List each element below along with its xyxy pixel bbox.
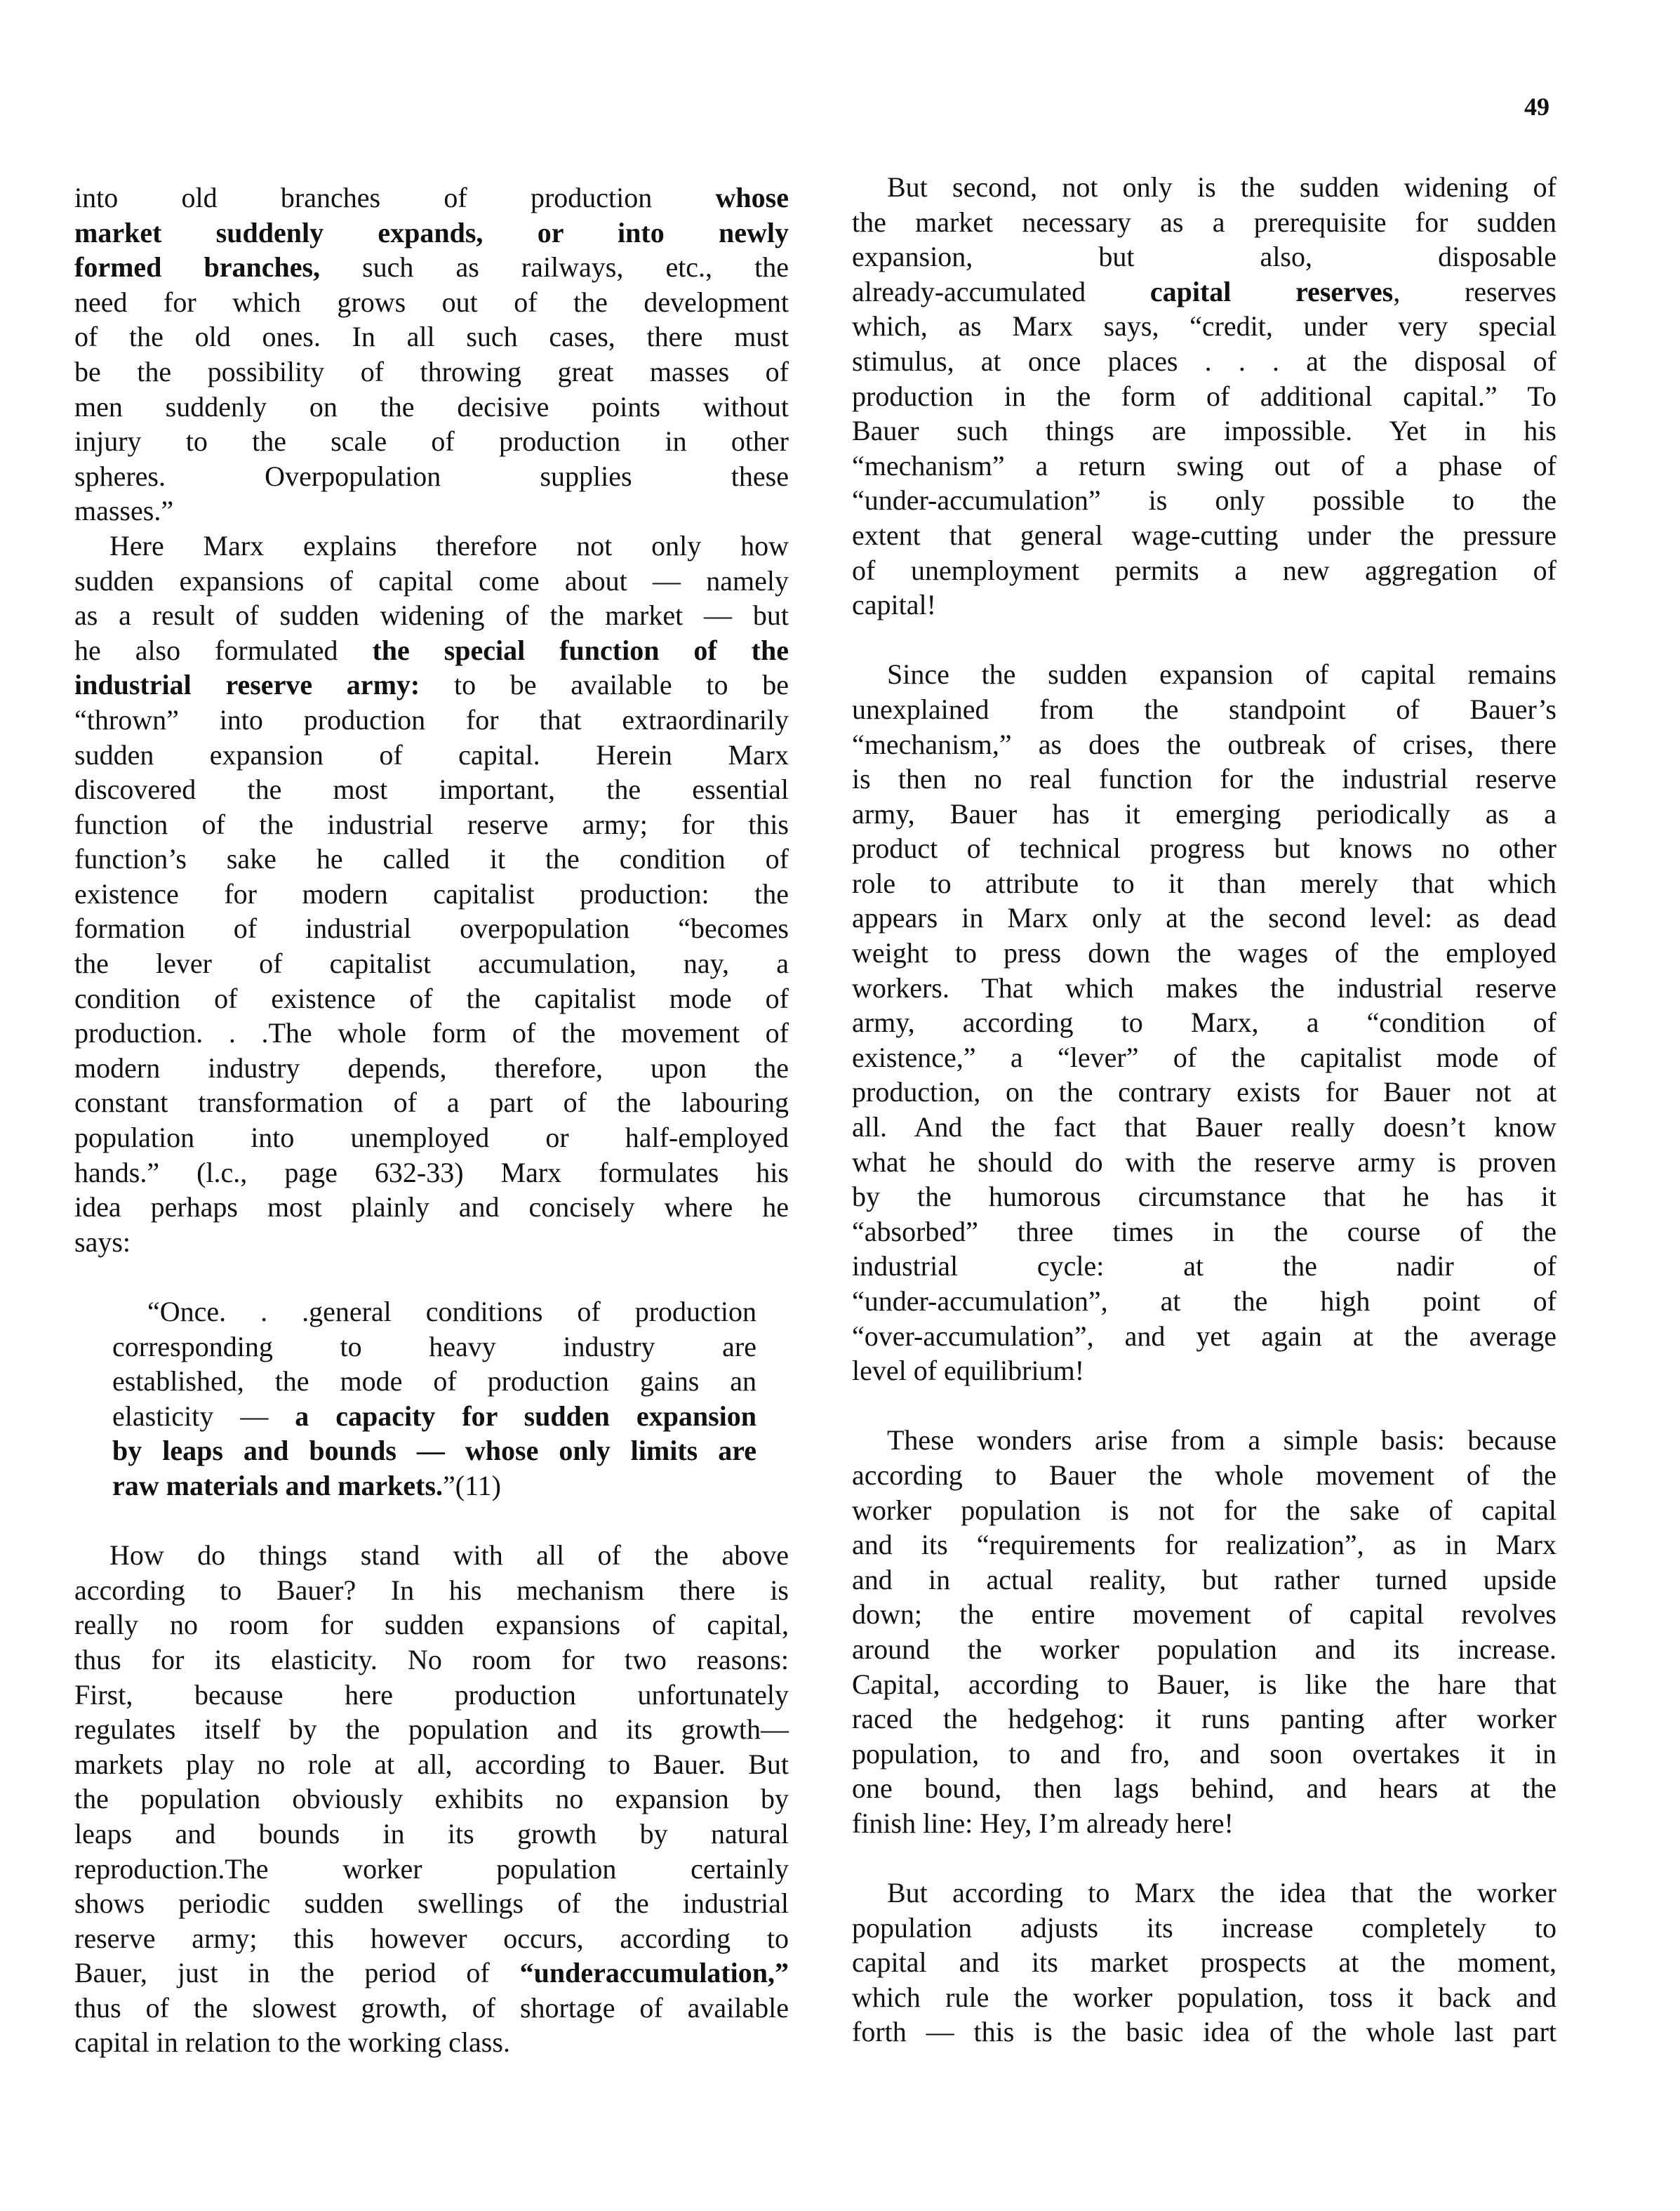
text-line — [852, 1945, 1556, 1980]
text-line — [74, 1016, 789, 1051]
text: modern industry depends, therefore, upon the — [74, 1051, 789, 1084]
text: be the possibility of throwing great masses of — [74, 355, 789, 387]
text: men suddenly on the decisive points without — [74, 390, 789, 423]
text: function of the industrial reserve army; for this — [74, 808, 789, 840]
bold-text: the special function of the — [372, 634, 789, 666]
text: into old branches of production — [74, 182, 716, 213]
text-line — [852, 274, 1556, 310]
text-line — [852, 831, 1556, 866]
text-line — [852, 1493, 1556, 1528]
text: of unemployment permits a new aggregation of — [852, 554, 1556, 586]
text-line — [74, 1747, 789, 1782]
text: role to attribute to it than merely that which — [852, 867, 1556, 899]
text: by the humorous circumstance that he has it — [852, 1181, 1556, 1213]
text: such as railways, etc., the — [320, 251, 789, 284]
bold-text: formed branches, — [74, 251, 321, 284]
text: and its “requirements for realization”, as in Marx — [852, 1529, 1556, 1561]
text-line — [74, 1329, 789, 1365]
text: hands.” (l.c., page 632-33) Marx formulates his — [74, 1156, 789, 1188]
text: “under-accumulation” is only possible to the — [852, 484, 1556, 517]
text: to be available to be — [420, 669, 789, 701]
text-line — [852, 1632, 1556, 1667]
text-line — [74, 738, 789, 773]
text-line — [74, 459, 789, 494]
text-line — [852, 1562, 1556, 1598]
text: First, because here production unfortunately — [74, 1678, 789, 1711]
text: constant transformation of a part of the labouring — [74, 1087, 789, 1119]
text: raced the hedgehog: it runs panting after worker — [852, 1703, 1556, 1735]
text: existence for modern capitalist production: the — [74, 877, 789, 910]
text: which rule the worker population, toss it back and — [852, 1981, 1556, 2013]
text-line — [852, 1284, 1556, 1319]
text-line — [852, 2014, 1556, 2050]
text: regulates itself by the population and its growth— — [74, 1713, 789, 1746]
text-line — [74, 1956, 789, 1991]
text: existence,” a “lever” of the capitalist mode of — [852, 1041, 1556, 1073]
text-line — [852, 936, 1556, 971]
text: around the worker population and its increase. — [852, 1633, 1556, 1665]
text-line — [852, 205, 1556, 240]
text-line — [74, 180, 789, 215]
text: he also formulated — [74, 634, 373, 666]
text: “mechanism,” as does the outbreak of crises, there — [852, 728, 1556, 760]
text: the market necessary as a prerequisite for sudden — [852, 206, 1556, 238]
text: production, on the contrary exists for Bauer not at — [852, 1076, 1556, 1108]
text-line — [852, 1005, 1556, 1040]
text-line — [852, 413, 1556, 449]
text-line — [74, 1120, 789, 1155]
text: Bauer such things are impossible. Yet in his — [852, 415, 1556, 447]
text: elasticity — — [112, 1400, 295, 1432]
text: which, as Marx says, “credit, under very special — [852, 310, 1556, 343]
text-line — [74, 1712, 789, 1747]
text-line — [74, 946, 789, 981]
text-line — [74, 1781, 789, 1817]
bold-text: a capacity for sudden expansion — [295, 1400, 756, 1432]
text-line — [74, 877, 789, 912]
text: of the old ones. In all such cases, there must — [74, 321, 789, 353]
text: stimulus, at once places . . . at the disposal of — [852, 345, 1556, 377]
text-line — [74, 215, 789, 251]
text: weight to press down the wages of the employed — [852, 937, 1556, 969]
text-line — [74, 319, 789, 354]
text-line — [74, 1155, 789, 1190]
text: How do things stand with all of the above — [109, 1539, 789, 1572]
text-line — [74, 1921, 789, 1956]
text: army, Bauer has it emerging periodically as a — [852, 797, 1556, 830]
text: Since the sudden expansion of capital remains — [887, 658, 1556, 691]
text: population into unemployed or half-employed — [74, 1122, 789, 1154]
text: sudden expansions of capital come about — namely — [74, 564, 789, 597]
text: Capital, according to Bauer, is like the hare that — [852, 1668, 1556, 1700]
text-line — [74, 1678, 789, 1713]
text-line — [74, 1051, 789, 1086]
text-line — [852, 971, 1556, 1006]
text: workers. That which makes the industrial reserve — [852, 971, 1556, 1004]
text: according to Bauer? In his mechanism there is — [74, 1574, 789, 1606]
text-line — [74, 1573, 789, 1608]
text: appears in Marx only at the second level: as dead — [852, 902, 1556, 934]
text-line — [852, 1667, 1556, 1702]
paragraph — [74, 180, 789, 529]
text: the population obviously exhibits no expansion by — [74, 1783, 789, 1815]
right-text-column — [852, 170, 1556, 2050]
text: population adjusts its increase completely to — [852, 1911, 1556, 1944]
text: “thrown” into production for that extraordinarily — [74, 703, 789, 736]
text-line — [74, 564, 789, 599]
text: the lever of capitalist accumulation, nay, a — [74, 948, 789, 980]
text: masses.” — [74, 495, 174, 527]
text-line — [852, 1214, 1556, 1249]
paragraph — [74, 529, 789, 1259]
text-line — [74, 285, 789, 320]
text-line — [852, 657, 1556, 692]
text-line — [74, 529, 789, 564]
text: corresponding to heavy industry are — [112, 1330, 756, 1362]
text-line — [852, 1875, 1556, 1911]
text-line — [852, 1980, 1556, 2015]
text-line — [852, 1737, 1556, 1772]
text-line — [852, 1458, 1556, 1493]
text: and in actual reality, but rather turned upside — [852, 1563, 1556, 1595]
text: unexplained from the standpoint of Bauer’s — [852, 693, 1556, 725]
text-line — [74, 250, 789, 285]
text-line — [74, 1364, 789, 1399]
paragraph — [852, 1423, 1556, 1840]
block-quote — [74, 1294, 789, 1503]
text-line — [852, 797, 1556, 832]
text: capital in relation to the working class. — [74, 2026, 510, 2059]
text-line — [74, 2025, 789, 2060]
text-line — [852, 1597, 1556, 1632]
bold-text: market suddenly expands, or into newly — [74, 216, 789, 248]
text-line — [852, 344, 1556, 379]
text: But according to Marx the idea that the worker — [887, 1877, 1556, 1909]
text: as a result of sudden widening of the market — but — [74, 599, 789, 632]
text: is then no real function for the industrial reserve — [852, 763, 1556, 795]
bold-text: capital reserves — [1149, 275, 1394, 307]
text-line — [74, 390, 789, 425]
text: already-accumulated — [852, 275, 1150, 307]
text: reserve army; this however occurs, according to — [74, 1922, 789, 1954]
text: markets play no role at all, according to Bauer. But — [74, 1748, 789, 1780]
text: industrial cycle: at the nadir of — [852, 1250, 1556, 1282]
text: finish line: Hey, I’m already here! — [852, 1807, 1234, 1839]
text-line — [74, 1607, 789, 1642]
text: formation of industrial overpopulation “becomes — [74, 912, 789, 945]
text: ”(11) — [443, 1469, 501, 1501]
text-line — [852, 309, 1556, 344]
text-line — [852, 170, 1556, 205]
left-text-column — [74, 180, 789, 2060]
text-line — [74, 424, 789, 459]
text: forth — this is the basic idea of the whole last part — [852, 2016, 1556, 2048]
text: down; the entire movement of capital revolves — [852, 1598, 1556, 1631]
text: what he should do with the reserve army is proven — [852, 1146, 1556, 1178]
text: expansion, but also, disposable — [852, 241, 1556, 273]
text-line — [74, 807, 789, 842]
text: capital and its market prospects at the moment, — [852, 1946, 1556, 1979]
text: But second, not only is the sudden widening of — [887, 171, 1556, 203]
text-line — [852, 692, 1556, 727]
text-line — [74, 703, 789, 738]
text-line — [852, 1353, 1556, 1388]
text-line — [852, 1145, 1556, 1180]
text-line — [852, 1806, 1556, 1841]
text-line — [852, 1040, 1556, 1075]
text-line — [852, 379, 1556, 414]
text-line — [852, 553, 1556, 588]
page-number: 49 — [1524, 93, 1549, 121]
text-line — [74, 1225, 789, 1260]
text-line — [74, 493, 789, 529]
text-line — [74, 981, 789, 1016]
text: extent that general wage-cutting under the pressure — [852, 519, 1556, 551]
bold-text: industrial reserve army: — [74, 669, 420, 701]
text: level of equilibrium! — [852, 1355, 1085, 1387]
text-line — [852, 762, 1556, 797]
text-line — [74, 1642, 789, 1678]
text: function’s sake he called it the condition of — [74, 843, 789, 875]
text: army, according to Marx, a “condition of — [852, 1007, 1556, 1039]
text-line — [852, 1249, 1556, 1284]
bold-text: raw materials and markets. — [112, 1469, 444, 1501]
text-line — [74, 842, 789, 877]
paragraph — [74, 1538, 789, 2060]
text-line — [852, 449, 1556, 484]
text: These wonders arise from a simple basis: because — [887, 1424, 1556, 1456]
text: “over-accumulation”, and yet again at the average — [852, 1320, 1556, 1352]
text: thus of the slowest growth, of shortage of available — [74, 1991, 789, 2024]
text: all. And the fact that Bauer really doesn’t know — [852, 1111, 1556, 1143]
text: worker population is not for the sake of capital — [852, 1494, 1556, 1526]
text-line — [74, 1852, 789, 1887]
text-line — [74, 1085, 789, 1120]
text: shows periodic sudden swellings of the industrial — [74, 1887, 789, 1920]
text: , reserves — [1393, 275, 1556, 307]
paragraph — [852, 657, 1556, 1388]
text-line — [852, 1911, 1556, 1946]
text-line — [74, 1886, 789, 1921]
text-line — [74, 1538, 789, 1573]
text-line — [852, 1179, 1556, 1214]
text-line — [852, 518, 1556, 553]
bold-text: whose — [715, 182, 789, 213]
text: capital! — [852, 589, 936, 621]
text: thus for its elasticity. No room for two reasons: — [74, 1643, 789, 1675]
text: established, the mode of production gains an — [112, 1365, 756, 1397]
text-line — [74, 1294, 789, 1329]
text-line — [852, 1423, 1556, 1458]
text: spheres. Overpopulation supplies these — [74, 460, 789, 492]
text-line — [852, 239, 1556, 274]
text-line — [74, 1190, 789, 1225]
text-line — [852, 1075, 1556, 1110]
text-line — [852, 1701, 1556, 1737]
text: production. . .The whole form of the movement of — [74, 1017, 789, 1049]
text-line — [852, 1319, 1556, 1354]
text-line — [852, 1110, 1556, 1145]
text-line — [74, 1433, 789, 1468]
text: “under-accumulation”, at the high point of — [852, 1285, 1556, 1317]
text: Here Marx explains therefore not only how — [109, 529, 789, 562]
text: “mechanism” a return swing out of a phase of — [852, 449, 1556, 482]
text-line — [74, 354, 789, 390]
text-line — [74, 633, 789, 668]
text-line — [852, 866, 1556, 901]
text: “Once. . .general conditions of production — [147, 1296, 756, 1327]
text-line — [852, 901, 1556, 936]
paragraph — [852, 170, 1556, 623]
text-line — [74, 668, 789, 703]
text: need for which grows out of the development — [74, 286, 789, 318]
text: says: — [74, 1226, 131, 1258]
text-line — [852, 483, 1556, 518]
text-line — [852, 727, 1556, 762]
text-line — [852, 1771, 1556, 1806]
bold-text: by leaps and bounds — whose only limits are — [112, 1435, 756, 1467]
text: reproduction.The worker population certainly — [74, 1852, 789, 1885]
text-line — [74, 1468, 789, 1503]
text-line — [74, 598, 789, 633]
text: really no room for sudden expansions of capital, — [74, 1609, 789, 1641]
text-line — [74, 1991, 789, 2026]
text-line — [852, 587, 1556, 623]
text: injury to the scale of production in other — [74, 425, 789, 458]
text-line — [74, 772, 789, 807]
paragraph — [852, 1875, 1556, 2050]
text: “absorbed” three times in the course of the — [852, 1215, 1556, 1247]
text: condition of existence of the capitalist mode of — [74, 982, 789, 1014]
text: one bound, then lags behind, and hears at the — [852, 1772, 1556, 1805]
text: idea perhaps most plainly and concisely where he — [74, 1191, 789, 1223]
text: production in the form of additional capital.” To — [852, 380, 1556, 412]
text-line — [852, 1527, 1556, 1562]
text-line — [74, 1399, 789, 1434]
text: sudden expansion of capital. Herein Marx — [74, 738, 789, 771]
text: product of technical progress but knows no other — [852, 832, 1556, 865]
text-line — [74, 1817, 789, 1852]
text: discovered the most important, the essential — [74, 773, 789, 806]
text-line — [74, 911, 789, 946]
text: leaps and bounds in its growth by natural — [74, 1817, 789, 1850]
text: population, to and fro, and soon overtakes it in — [852, 1737, 1556, 1770]
bold-text: “underaccumulation,” — [519, 1957, 789, 1989]
text: according to Bauer the whole movement of the — [852, 1459, 1556, 1491]
text: Bauer, just in the period of — [74, 1957, 520, 1989]
